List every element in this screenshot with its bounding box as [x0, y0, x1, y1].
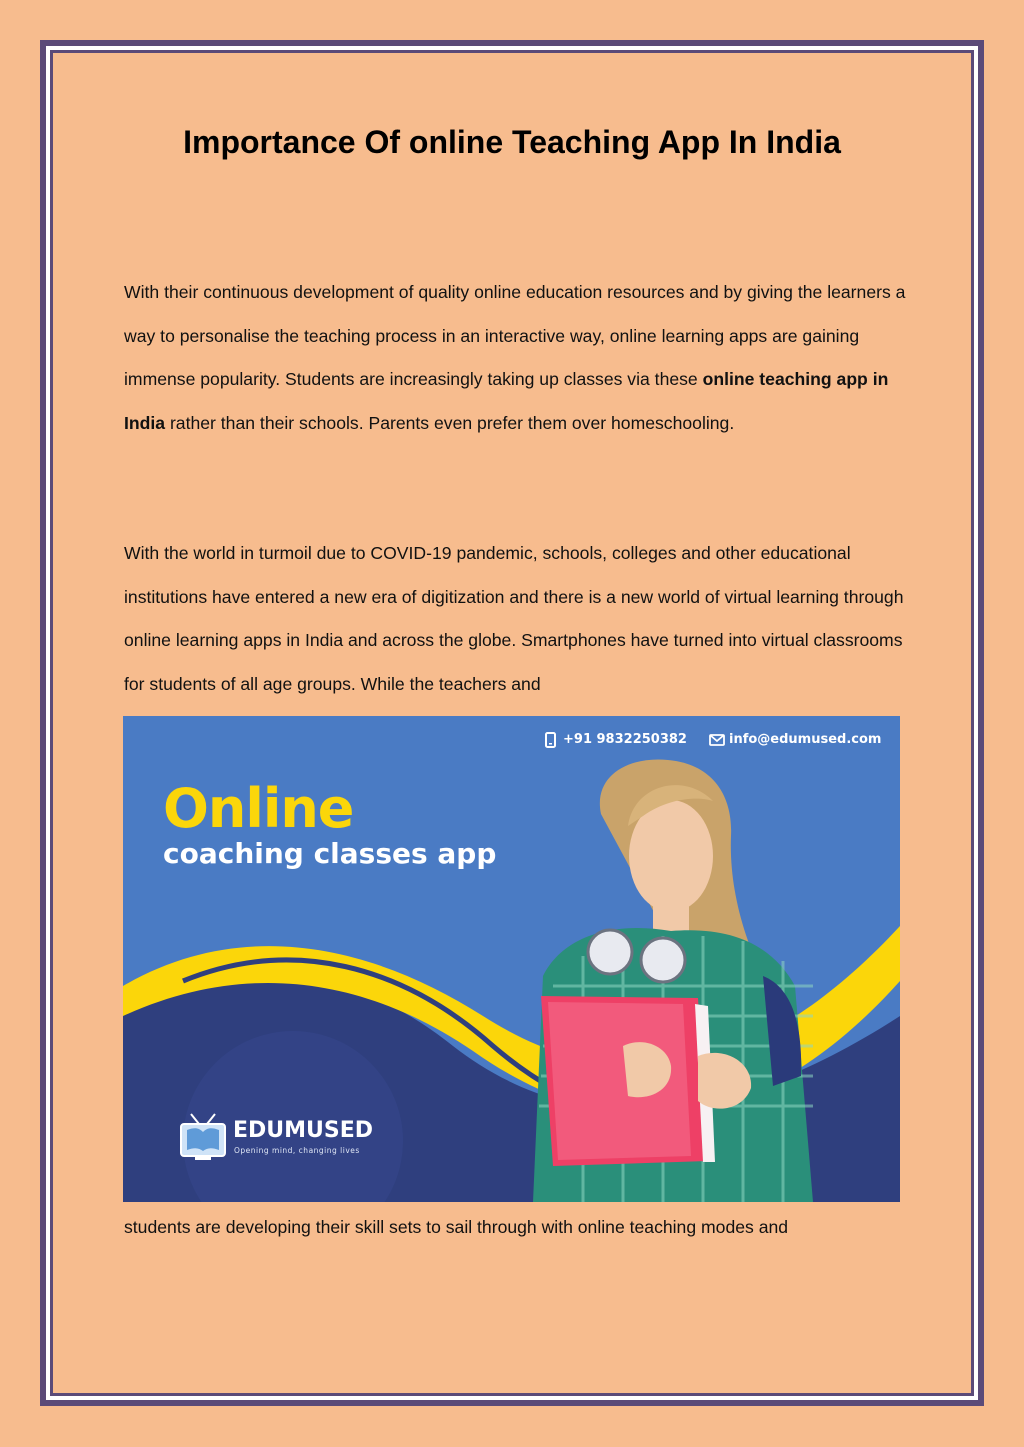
paragraph-covid: With the world in turmoil due to COVID-19 pandemic, schools, colleges and other educational institutions have entered a new era of digitization and there is a new world of virtual learning through online learning apps in India and across the globe. Smartphones have turned into virtual classrooms for students of all age groups. While the teachers and	[124, 543, 904, 694]
paragraph-intro-text-start: With their continuous development of quality online education resources and by giving the learners a way to personalise the teaching process in an interactive way, online learning apps are gaining immense popularity. Students are increasingly taking up classes via these	[124, 282, 906, 389]
brand-name: EDUMUSED	[233, 1118, 374, 1143]
student-illustration	[533, 759, 813, 1202]
email-address[interactable]: info@edumused.com	[729, 732, 882, 747]
contact-email[interactable]	[709, 732, 881, 747]
contact-phone[interactable]	[545, 732, 687, 747]
paragraph-intro-text-end: rather than their schools. Parents even prefer them over homeschooling.	[165, 412, 735, 433]
brand-tagline: Opening mind, changing lives	[234, 1146, 360, 1155]
promo-banner-image	[123, 716, 900, 1202]
banner-headline: Online	[163, 777, 354, 840]
bold-keyword: online teaching app in India	[124, 369, 889, 433]
banner-subline: coaching classes app	[163, 837, 497, 870]
document-title: Importance Of online Teaching App In India	[183, 124, 841, 160]
phone-number[interactable]: +91 9832250382	[563, 732, 687, 747]
paragraph-intro	[124, 271, 914, 445]
paragraph-continued: students are developing their skill sets to sail through with online teaching modes and	[124, 1217, 789, 1237]
